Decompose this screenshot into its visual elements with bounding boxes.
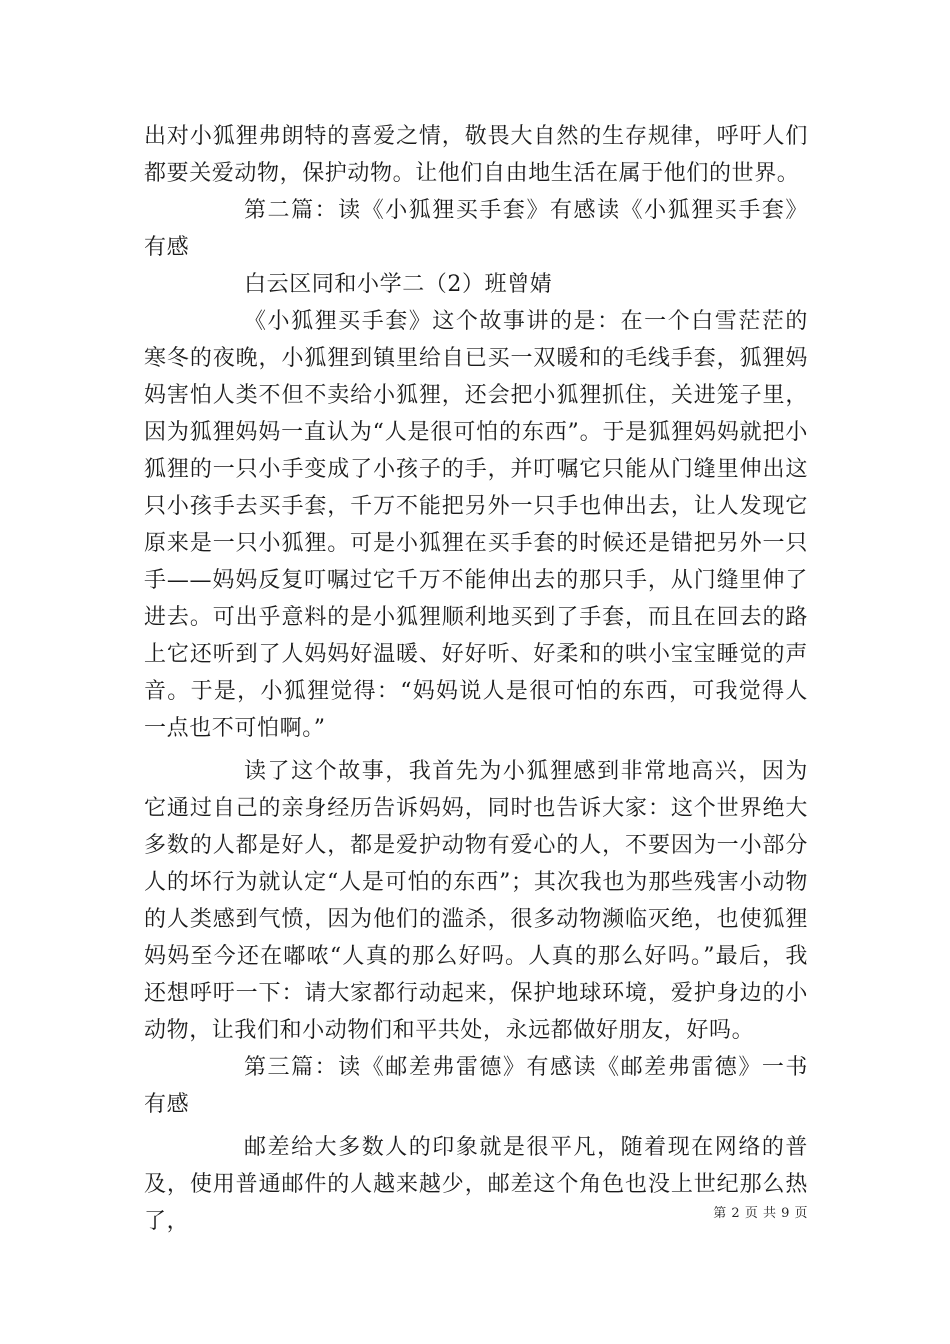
paragraph-continuation: 出对小狐狸弗朗特的喜爱之情，敬畏大自然的生存规律，呼吁人们都要关爱动物，保护动物。让他们自由地生活在属于他们的世界。 <box>144 124 808 186</box>
paragraph-postman-intro: 邮差给大多数人的印象就是很平凡，随着现在网络的普及，使用普通邮件的人越来越少，邮差这个角色也没上世纪那么热了， <box>144 1135 808 1234</box>
section-heading-3: 第三篇：读《邮差弗雷德》有感读《邮差弗雷德》一书有感 <box>144 1055 808 1117</box>
section-heading-2: 第二篇：读《小狐狸买手套》有感读《小狐狸买手套》有感 <box>144 198 808 260</box>
paragraph-reflection: 读了这个故事，我首先为小狐狸感到非常地高兴，因为它通过自己的亲身经历告诉妈妈，同时也告诉大家：这个世界绝大多数的人都是好人，都是爱护动物有爱心的人，不要因为一小部分人的坏行为就认定“人是可怕的东西”；其次我也为那些残害小动物的人类感到气愤，因为他们的滥杀，很多动物濒临灭绝，也使狐狸妈妈至今还在嘟哝“人真的那么好吗。人真的那么好吗。”最后，我还想呼吁一下：请大家都行动起来，保护地球环境，爱护身边的小动物，让我们和小动物们和平共处，永远都做好朋友，好吗。 <box>144 759 808 1043</box>
paragraph-story-summary: 《小狐狸买手套》这个故事讲的是：在一个白雪茫茫的寒冬的夜晚，小狐狸到镇里给自已买一双暖和的毛线手套，狐狸妈妈害怕人类不但不卖给小狐狸，还会把小狐狸抓住，关进笼子里，因为狐狸妈妈一直认为“人是很可怕的东西”。于是狐狸妈妈就把小狐狸的一只小手变成了小孩子的手，并叮嘱它只能从门缝里伸出这只小孩手去买手套，千万不能把另外一只手也伸出去，让人发现它原来是一只小狐狸。可是小狐狸在买手套的时候还是错把另外一只手——妈妈反复叮嘱过它千万不能伸出去的那只手，从门缝里伸了进去。可出乎意料的是小狐狸顺利地买到了手套，而且在回去的路上它还听到了人妈妈好温暖、好好听、好柔和的哄小宝宝睡觉的声音。于是，小狐狸觉得：“妈妈说人是很可怕的东西，可我觉得人一点也不可怕啊。” <box>144 309 808 741</box>
page-number-footer: 第 2 页 共 9 页 <box>713 1206 808 1221</box>
document-body <box>144 118 808 1240</box>
author-line: 白云区同和小学二（2）班曾婧 <box>244 272 553 297</box>
